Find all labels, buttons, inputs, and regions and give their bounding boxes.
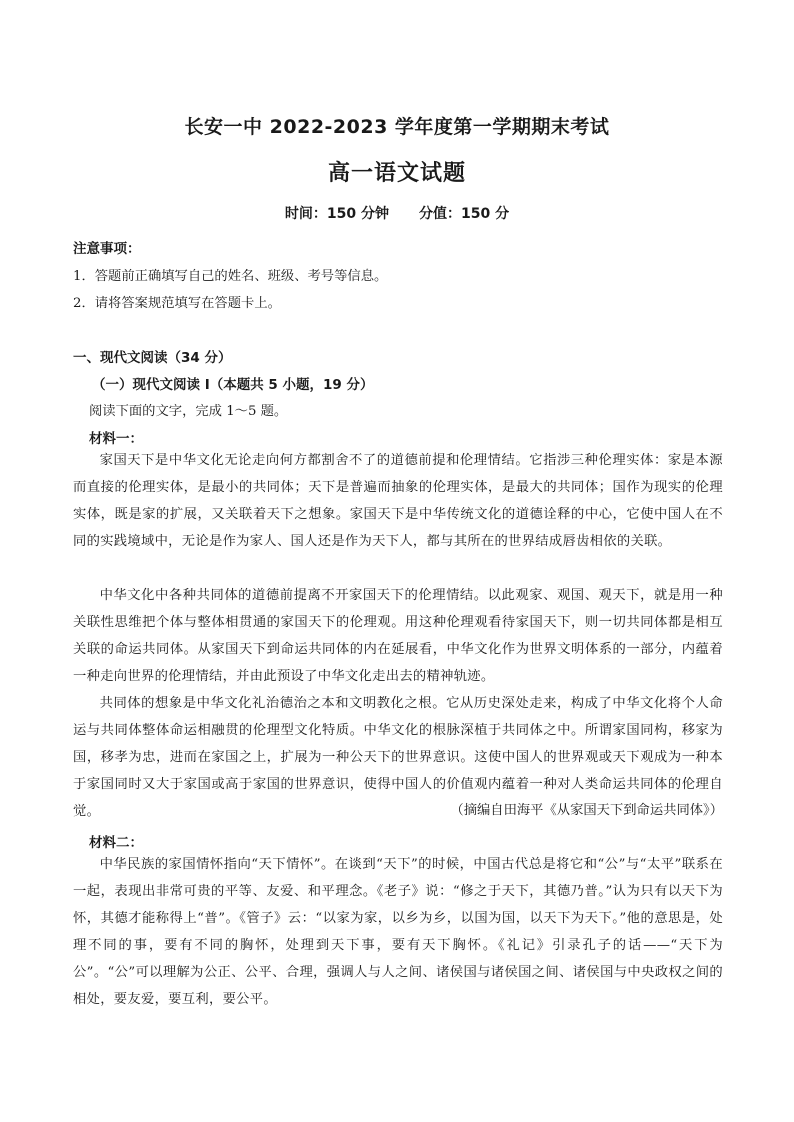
- material-2-paragraph-1: 中华民族的家国情怀指向“天下情怀”。在谈到“天下”的时候，中国古代总是将它和“公”与“太平”联系在一起，表现出非常可贵的平等、友爱、和平理念。《老子》说：“修之于天下，其德乃普。”认为只有以天下为怀，其德才能称得上“普”。《管子》云：“以家为家，以乡为乡，以国为国，以天下为天下。”他的意思是，处理不同的事，要有不同的胸怀，处理到天下事，要有天下胸怀。《礼记》引录孔子的话——“天下为公”。“公”可以理解为公正、公平、合理，强调人与人之间、诸侯国与诸侯国之间、诸侯国与中央政权之间的相处，要友爱，要互利，要公平。: [73, 857, 723, 1007]
- exam-time: 时间：150 分钟: [284, 206, 389, 222]
- subsection-heading: （一）现代文阅读 I（本题共 5 小题，19 分）: [92, 377, 374, 393]
- material-1-paragraph-2: 中华文化中各种共同体的道德前提离不开家国天下的伦理情结。以此观家、观国、观天下，就是用一种关联性思维把个体与整体相贯通的家国天下的伦理观。用这种伦理观看待家国天下，则一切共同体都是相互关联的命运共同体。从家国天下到命运共同体的内在延展看，中华文化作为世界文明体系的一部分，内蕴着一种走向世界的伦理情结，并由此预设了中华文化走出去的精神轨迹。: [73, 588, 723, 684]
- notice-item-2: 2．请将答案规范填写在答题卡上。: [73, 296, 281, 311]
- exam-title: 长安一中 2022-2023 学年度第一学期期末考试: [184, 116, 610, 138]
- material-1-source: （摘编自田海平《从家国天下到命运共同体》）: [450, 803, 723, 818]
- notice-item-1: 1．答题前正确填写自己的姓名、班级、考号等信息。: [73, 269, 388, 284]
- exam-score: 分值：150 分: [419, 206, 510, 222]
- reading-instruction: 阅读下面的文字，完成 1～5 题。: [89, 404, 288, 419]
- material-2-label: 材料二：: [89, 835, 143, 851]
- notice-heading: 注意事项：: [73, 241, 141, 257]
- exam-info: [0, 203, 794, 223]
- material-1-paragraph-1: 家国天下是中华文化无论走向何方都割舍不了的道德前提和伦理情结。它指涉三种伦理实体：家是本源而直接的伦理实体，是最小的共同体；天下是普遍而抽象的伦理实体，是最大的共同体；国作为现实的伦理实体，既是家的扩展，又关联着天下之想象。家国天下是中华传统文化的道德诠释的中心，它使中国人在不同的实践境域中，无论是作为家人、国人还是作为天下人，都与其所在的世界结成唇齿相依的关联。: [73, 453, 723, 549]
- material-1-paragraph-3: 共同体的想象是中华文化礼治德治之本和文明教化之根。它从历史深处走来，构成了中华文化将个人命运与共同体整体命运相融贯的伦理型文化特质。中华文化的根脉深植于共同体之中。所谓家国同构，移家为国，移孝为忠，进而在家国之上，扩展为一种公天下的世界意识。这使中国人的世界观或天下观成为一种本于家国同时又大于家国或高于家国的世界意识，使得中国人的价值观内蕴着一种对人类命运共同体的伦理自觉。: [73, 696, 723, 819]
- exam-subtitle: 高一语文试题: [327, 161, 466, 186]
- material-1-label: 材料一：: [89, 431, 143, 447]
- section-heading: 一、现代文阅读（34 分）: [73, 350, 232, 366]
